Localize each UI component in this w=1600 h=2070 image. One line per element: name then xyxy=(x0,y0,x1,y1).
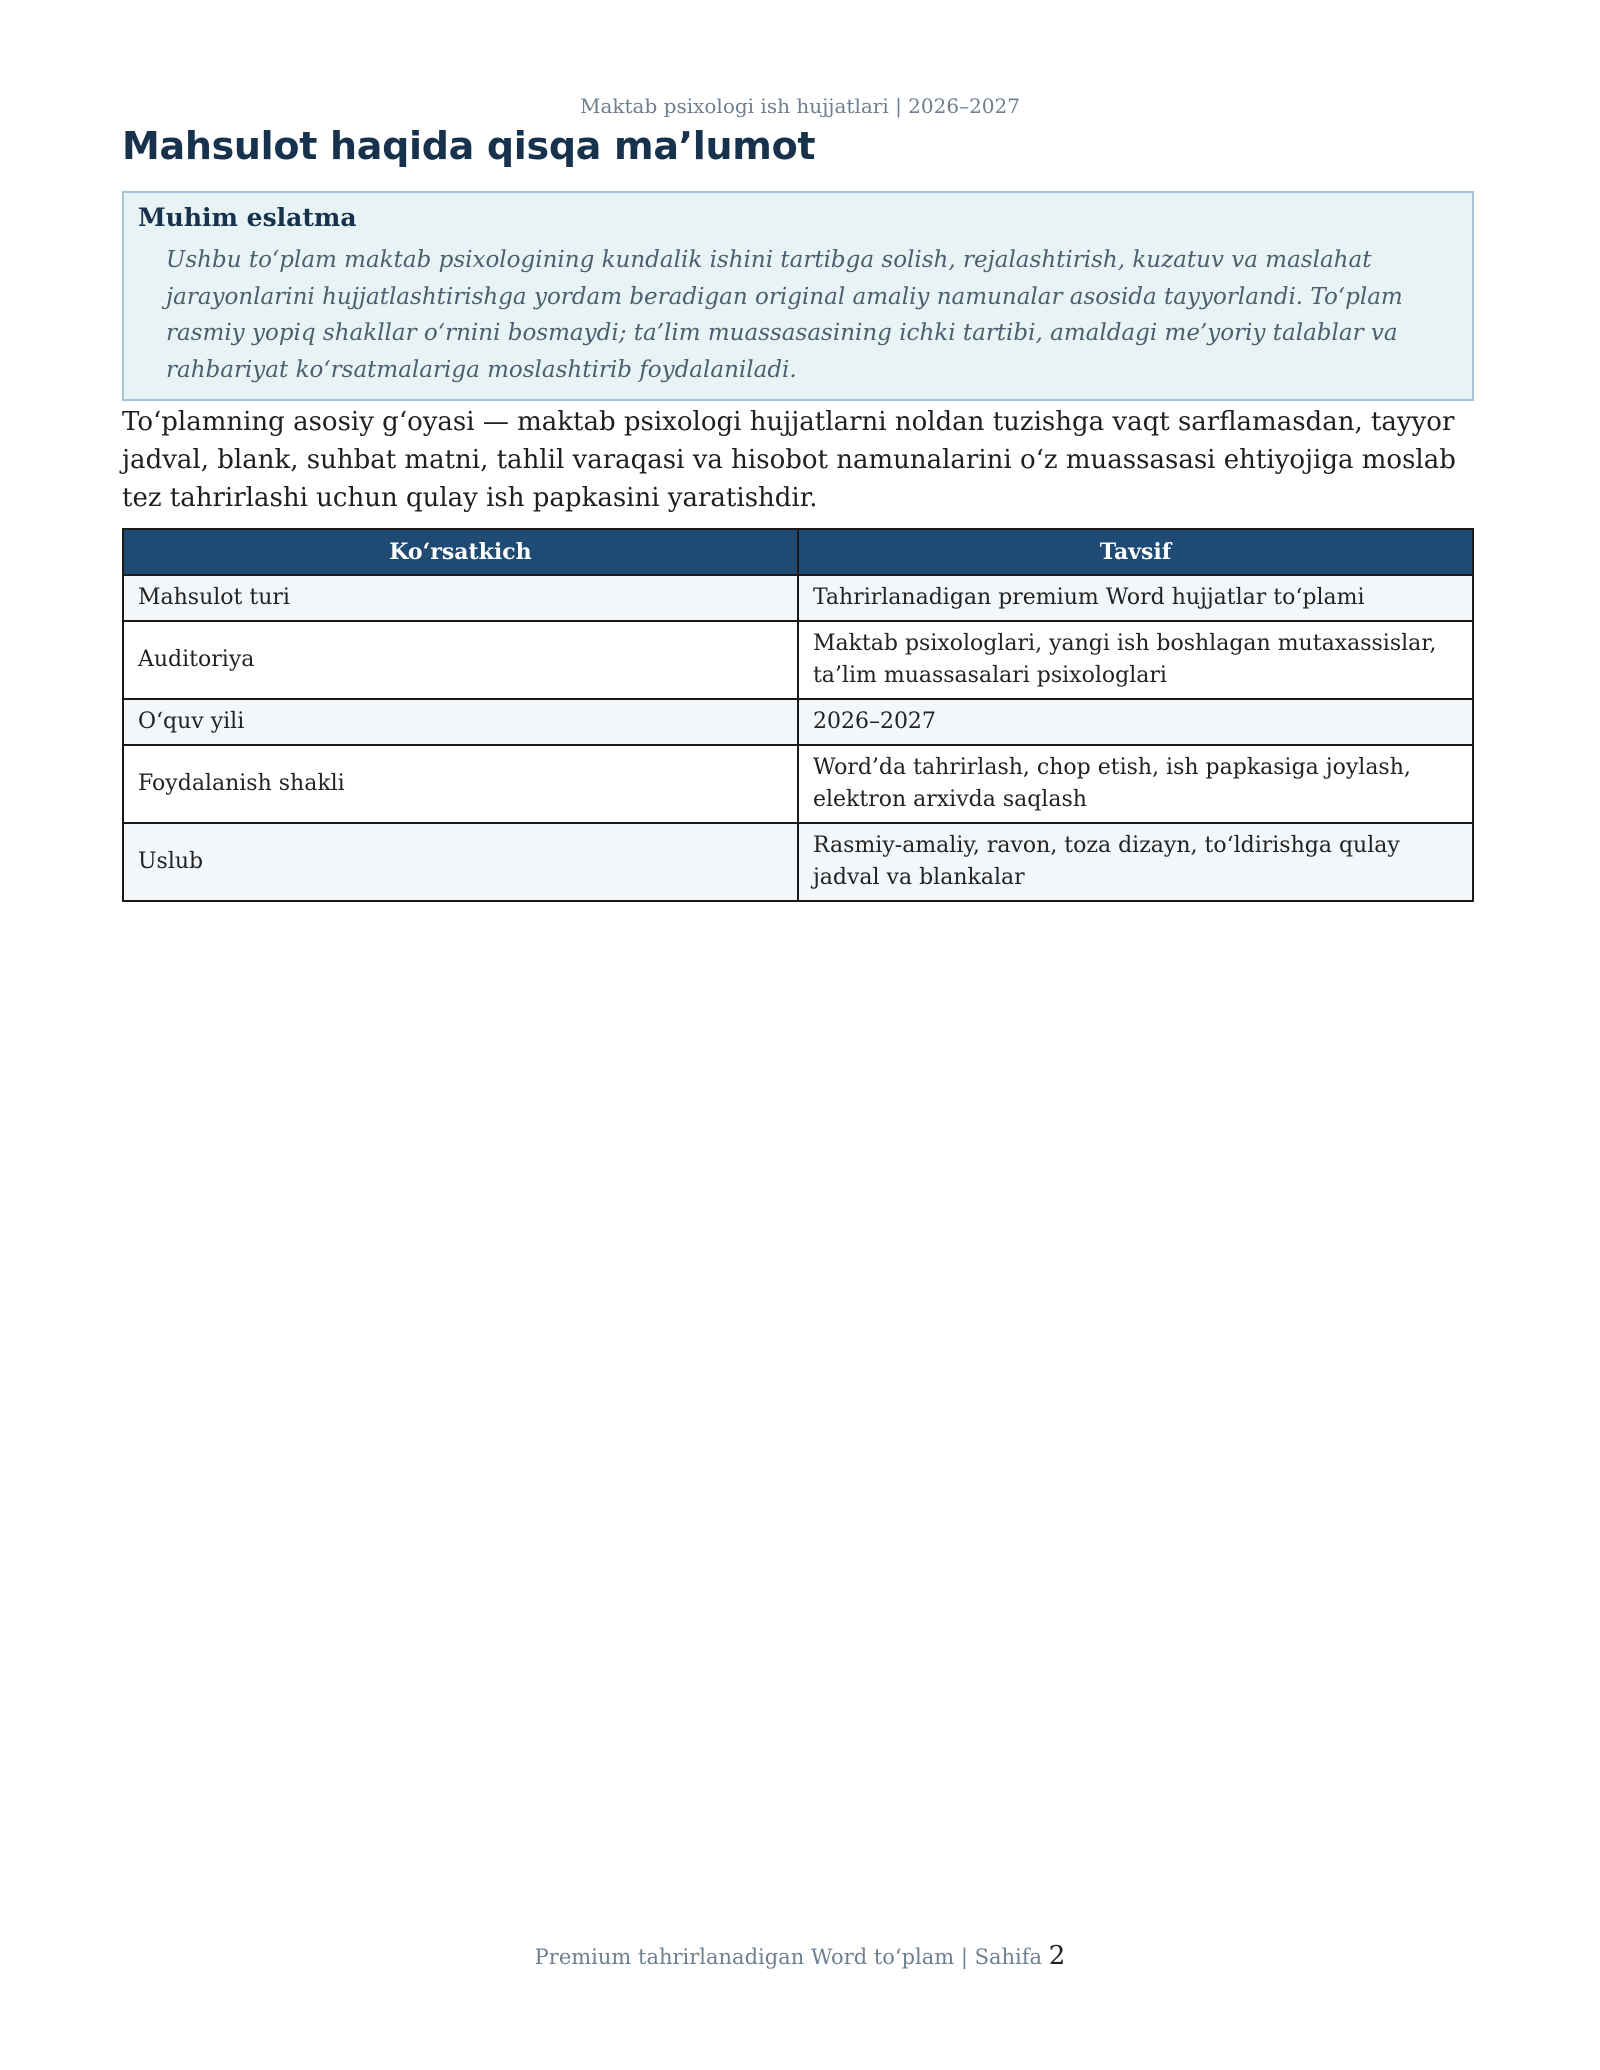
table-cell: Auditoriya xyxy=(123,621,798,699)
note-title: Muhim eslatma xyxy=(138,203,357,232)
running-header: Maktab psixologi ish hujjatlari | 2026–2027 xyxy=(580,94,1020,118)
table-cell: Foydalanish shakli xyxy=(123,745,798,823)
table-row xyxy=(123,621,1473,699)
table-row xyxy=(123,823,1473,901)
column-header-indicator: Ko‘rsatkich xyxy=(123,529,798,575)
product-info-table xyxy=(122,528,1474,902)
table-row xyxy=(123,575,1473,621)
page-footer xyxy=(0,1941,1600,1971)
table-cell: Rasmiy-amaliy, ravon, toza dizayn, to‘ldirishga qulay jadval va blankalar xyxy=(798,823,1473,901)
note-text: Ushbu to‘plam maktab psixologining kundalik ishini tartibga solish, rejalashtirish, kuzatuv va maslahat jarayonlarini hujjatlashtirishga yordam beradigan original amaliy namunalar asosida tayyorlandi. To‘plam rasmiy yopiq shakllar o‘rnini bosmaydi; ta’lim muassasasining ichki tartibi, amaldagi me’yoriy talablar va rahbariyat ko‘rsatmalariga moslashtirib foydalaniladi. xyxy=(166,247,1403,383)
page-number: 2 xyxy=(1048,1941,1066,1971)
page-title: Mahsulot haqida qisqa ma’lumot xyxy=(122,124,816,168)
important-note-box xyxy=(122,191,1474,401)
table-cell: Maktab psixologlari, yangi ish boshlagan mutaxassislar, ta’lim muassasalari psixologlari xyxy=(798,621,1473,699)
table-cell: 2026–2027 xyxy=(798,699,1473,745)
table-row xyxy=(123,699,1473,745)
table-row xyxy=(123,745,1473,823)
table-cell: Mahsulot turi xyxy=(123,575,798,621)
column-header-description: Tavsif xyxy=(798,529,1473,575)
table-header-row xyxy=(123,529,1473,575)
table-cell: Uslub xyxy=(123,823,798,901)
table-cell: Tahrirlanadigan premium Word hujjatlar to‘plami xyxy=(798,575,1473,621)
intro-paragraph: To‘plamning asosiy g‘oyasi — maktab psixologi hujjatlarni noldan tuzishga vaqt sarflamasdan, tayyor jadval, blank, suhbat matni, tahlil varaqasi va hisobot namunalarini o‘z muassasasi ehtiyojiga moslab tez tahrirlashi uchun qulay ish papkasini yaratishdir. xyxy=(122,407,1456,513)
table-cell: O‘quv yili xyxy=(123,699,798,745)
footer-text: Premium tahrirlanadigan Word to‘plam | Sahifa xyxy=(534,1945,1043,1969)
table-cell: Word’da tahrirlash, chop etish, ish papkasiga joylash, elektron arxivda saqlash xyxy=(798,745,1473,823)
